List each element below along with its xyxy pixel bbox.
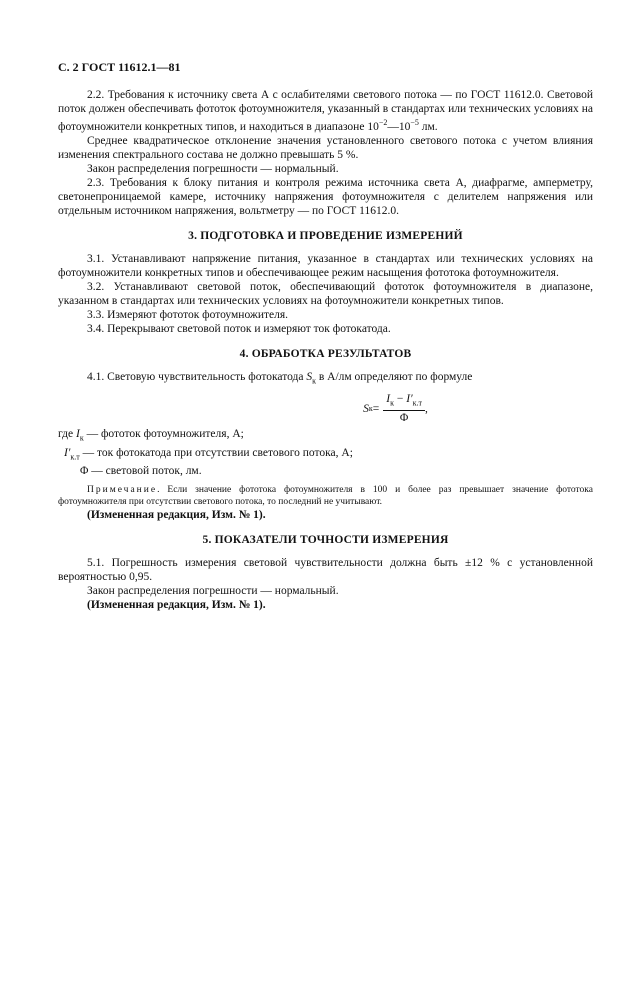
paragraph-3-4: 3.4. Перекрывают световой поток и измеряют ток фотокатода. [87,322,391,335]
paragraph-4-1: 4.1. Световую чувствительность фотокатода $S_к$ в А/лм определяют по формуле [87,370,473,386]
formula-fraction: $\frac{I_к - I'_{к.т}}{\Phi}$ [383,392,425,425]
amendment-note-5: (Измененная редакция, Изм. № 1). [87,599,266,612]
paragraph-5-1: 5.1. Погрешность измерения световой чувствительности должна быть ±12 % с установленной вероятностью 0,95. [58,557,593,584]
paragraph-deviation: Среднее квадратическое отклонение значения установленного светового потока с учетом влияния изменения спектрального состава не должно превышать 5 %. [58,134,593,161]
paragraph-3-2: 3.2. Устанавливают световой поток, обеспечивающий фототок фотоумножителя в диапазоне, указанном в стандартах или технических условиях на фотоумножители конкретных типов. [58,280,593,307]
paragraph-3-1: 3.1. Устанавливают напряжение питания, указанное в стандартах или технических условиях на фотоумножители конкретных типов и обеспечивающее режим насыщения фототока фотоумножителя. [58,252,593,279]
section-4-title: 4. ОБРАБОТКА РЕЗУЛЬТАТОВ [239,347,412,360]
paragraph-2-2: 2.2. Требования к источнику света А с ослабителями светового потока — по ГОСТ 11612.0. Световой поток должен обеспечивать фототок фотоумножителя, указанный в стандартах или технических условиях на фотоумножители конкретных типов, и находиться в диапазоне $10^{-2}—10^{-5}$ лм. [58,89,593,133]
document-page [58,60,593,612]
section-3-title: 3. ПОДГОТОВКА И ПРОВЕДЕНИЕ ИЗМЕРЕНИЙ [188,229,463,242]
formula-sensitivity: S к = $\frac{I_к - I'_{к.т}}{\Phi}$ , [363,393,428,425]
paragraph-5-law: Закон распределения погрешности — нормальный. [87,585,339,598]
page-header: С. 2 ГОСТ 11612.1—81 [58,60,181,74]
legend-item: $I'_{к.т}$ — ток фотокатода при отсутствии светового потока, А; [64,446,353,462]
amendment-note-4: (Измененная редакция, Изм. № 1). [87,509,266,522]
legend-item: Φ — световой поток, лм. [80,465,202,478]
legend-item: где $I_к$ — фототок фотоумножителя, А; [58,428,244,443]
section-5-title: 5. ПОКАЗАТЕЛИ ТОЧНОСТИ ИЗМЕРЕНИЯ [202,534,449,547]
formula-legend [58,427,593,478]
paragraph-distribution-law: Закон распределения погрешности — нормальный. [87,162,339,175]
paragraph-2-3: 2.3. Требования к блоку питания и контроля режима источника света А, диафрагме, амперметру, светонепроницаемой камере, источнику напряжения фотоумножителя с делителем напряжения или отдельным источником напряжения, вольтметру — по ГОСТ 11612.0. [58,176,593,217]
paragraph-3-3: 3.3. Измеряют фототок фотоумножителя. [87,308,289,321]
note: Примечание. Если значение фототока фотоумножителя в 100 и более раз превышает значение фототока фотоумножителя при отсутствии светового потока, то последний не учитывают. [58,485,593,508]
